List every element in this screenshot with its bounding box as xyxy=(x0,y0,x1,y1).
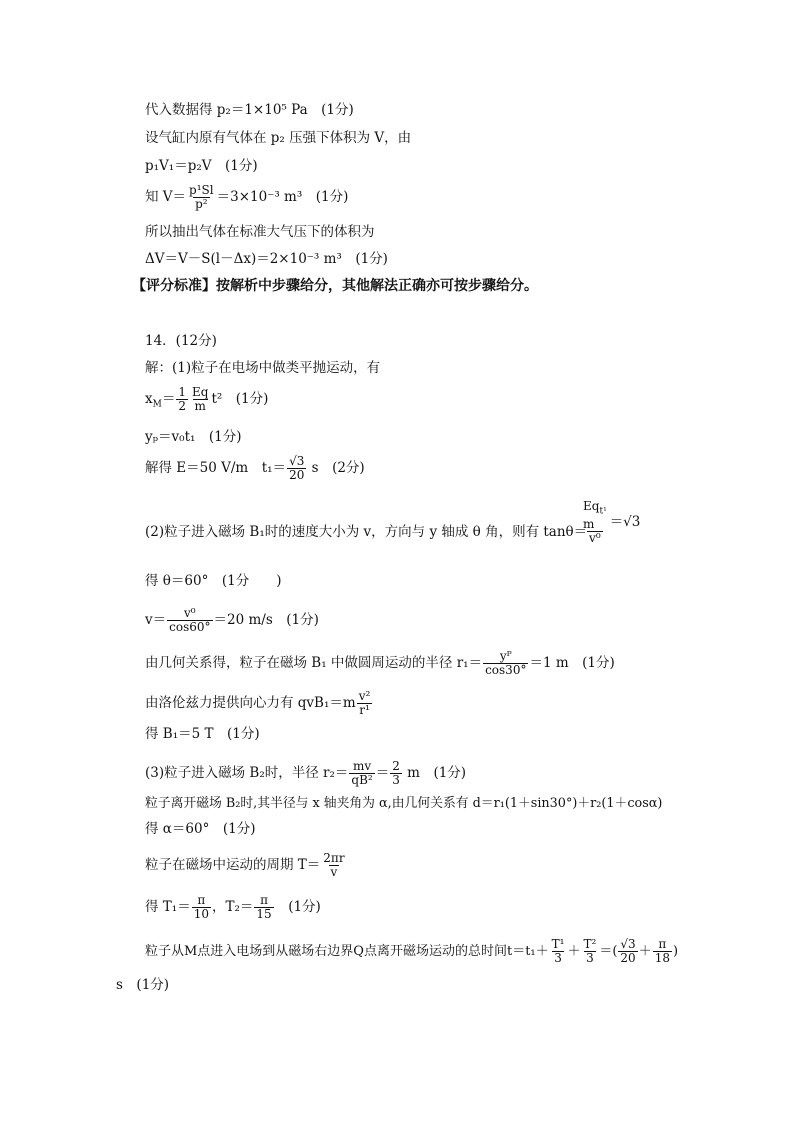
subscript: t¹ xyxy=(599,506,607,517)
numerator: p¹Sl xyxy=(189,183,214,197)
equation-line xyxy=(145,760,466,787)
grading-criteria: 【评分标准】按解析中步骤给分，其他解法正确亦可按步骤给分。 xyxy=(132,278,538,294)
denominator: r¹ xyxy=(359,703,370,717)
text-fragment: ＋ xyxy=(638,944,652,959)
numerator: π xyxy=(658,937,667,951)
text-line: 代入数据得 p₂＝1×10⁵ Pa (1分) xyxy=(145,102,354,118)
numerator: 2πr xyxy=(323,851,345,865)
denominator: m xyxy=(194,399,206,413)
denominator: v⁰ xyxy=(589,531,601,546)
equation-line xyxy=(145,852,348,879)
fraction xyxy=(618,938,637,965)
text-line: p₁V₁＝p₂V (1分) xyxy=(145,158,258,174)
fraction xyxy=(287,455,306,482)
denominator: p² xyxy=(195,197,208,211)
numerator: π xyxy=(260,893,268,907)
text-fragment: ＝3×10⁻³ m³ (1分) xyxy=(216,189,349,205)
numerator: 1 xyxy=(178,385,186,399)
text-line: 得 θ＝60° (1分 ) xyxy=(145,573,282,589)
text-line: ΔV＝V－S(l－Δx)＝2×10⁻³ m³ (1分) xyxy=(145,251,388,267)
text-fragment: m xyxy=(583,517,595,532)
denominator: 3 xyxy=(586,951,594,965)
text-line: 得 B₁＝5 T (1分) xyxy=(145,726,260,742)
numerator: √3 xyxy=(289,454,305,468)
text-fragment: ＝ xyxy=(161,391,176,407)
text-fragment: m (1分) xyxy=(402,765,467,781)
numerator: 2 xyxy=(392,759,400,773)
numerator: mv xyxy=(352,759,372,773)
subscript: M xyxy=(152,399,162,410)
fraction xyxy=(581,938,598,965)
text-fragment: t² (1分) xyxy=(211,391,269,407)
denominator: 15 xyxy=(256,907,272,921)
equation-line xyxy=(145,938,678,965)
text-fragment: ＝( xyxy=(599,944,618,959)
text-fragment: Eq xyxy=(583,499,600,513)
denominator: cos60° xyxy=(169,620,211,634)
fraction xyxy=(176,386,188,413)
fraction xyxy=(187,184,216,211)
fraction xyxy=(190,386,210,413)
equation-line xyxy=(145,386,268,414)
text-fragment: ) xyxy=(672,944,679,959)
numerator: T¹ xyxy=(551,937,565,951)
text-fragment: (3)粒子进入磁场 B₂时，半径 r₂＝ xyxy=(145,765,349,781)
numerator: v² xyxy=(358,689,371,703)
text-fragment: ＝√3 xyxy=(609,514,641,531)
equation-line xyxy=(145,455,365,482)
text-line: 得 α＝60° (1分) xyxy=(145,821,256,837)
equation-line xyxy=(145,894,321,921)
text-fragment: ＝1 m (1分) xyxy=(529,655,615,671)
fraction xyxy=(192,894,211,921)
fraction xyxy=(357,690,373,717)
numerator: yᴾ xyxy=(499,649,512,663)
fraction xyxy=(390,760,402,787)
numerator: π xyxy=(197,893,206,907)
equation-line xyxy=(145,607,319,634)
fraction xyxy=(254,894,273,921)
denominator: 3 xyxy=(392,773,400,787)
fraction xyxy=(483,650,528,677)
text-line: 所以抽出气体在标准大气压下的体积为 xyxy=(145,224,375,240)
equation-line xyxy=(145,690,373,717)
denominator: 20 xyxy=(289,468,305,482)
text-fragment: x xyxy=(145,391,153,407)
text-fragment: s (2分) xyxy=(307,460,365,476)
denominator: v xyxy=(330,865,338,879)
equation-line xyxy=(145,184,348,211)
fraction xyxy=(550,938,567,965)
text-line: 解：(1)粒子在电场中做类平抛运动，有 xyxy=(145,360,381,376)
text-line: s (1分) xyxy=(116,977,170,993)
text-fragment: 粒子从M点进入电场到从磁场右边界Q点离开磁场运动的总时间t＝t₁＋ xyxy=(145,944,549,959)
numerator: T² xyxy=(583,937,597,951)
numerator: Eq xyxy=(191,385,209,399)
text-fragment: ＝20 m/s (1分) xyxy=(213,612,319,628)
text-fragment: v＝ xyxy=(145,612,167,628)
text-fragment: (1分) xyxy=(274,899,321,915)
text-line: 粒子离开磁场 B₂时,其半径与 x 轴夹角为 α,由几何关系有 d＝r₁(1＋sin30°)＋r₂(1＋cosα) xyxy=(145,796,663,811)
question-number: 14．(12分) xyxy=(145,333,217,349)
text-fragment: 得 T₁＝ xyxy=(145,899,191,915)
equation-fragment xyxy=(580,500,640,545)
denominator: 3 xyxy=(554,951,562,965)
text-line: (2)粒子进入磁场 B₁时的速度大小为 v，方向与 y 轴成 θ 角，则有 tanθ＝ xyxy=(145,524,588,540)
text-line: 设气缸内原有气体在 p₂ 压强下体积为 V，由 xyxy=(145,130,412,146)
fraction xyxy=(349,760,374,787)
text-fragment: ＝ xyxy=(375,765,390,781)
fraction xyxy=(167,607,212,634)
text-fragment: 粒子在磁场中运动的周期 T＝ xyxy=(145,857,321,873)
text-line: yₚ＝v₀t₁ (1分) xyxy=(145,429,242,445)
text-fragment: 由几何关系得，粒子在磁场 B₁ 中做圆周运动的半径 r₁＝ xyxy=(145,655,483,671)
denominator: 2 xyxy=(178,399,186,413)
text-fragment: ，T₂＝ xyxy=(212,899,254,915)
denominator: 18 xyxy=(654,951,670,965)
text-fragment: 知 V＝ xyxy=(145,189,187,205)
text-fragment: ＋ xyxy=(567,944,581,959)
fraction xyxy=(321,852,346,879)
text-fragment: 解得 E＝50 V/m t₁＝ xyxy=(145,460,287,476)
numerator: v⁰ xyxy=(184,606,196,620)
denominator: qB² xyxy=(351,773,373,787)
numerator: √3 xyxy=(620,937,636,951)
fraction xyxy=(581,500,609,545)
denominator: 20 xyxy=(620,951,636,965)
equation-line xyxy=(145,650,615,677)
denominator: cos30° xyxy=(485,663,527,677)
text-fragment: 由洛伦兹力提供向心力有 qvB₁＝m xyxy=(145,695,356,711)
fraction xyxy=(653,938,672,965)
denominator: 10 xyxy=(193,907,209,921)
numerator xyxy=(581,500,609,531)
